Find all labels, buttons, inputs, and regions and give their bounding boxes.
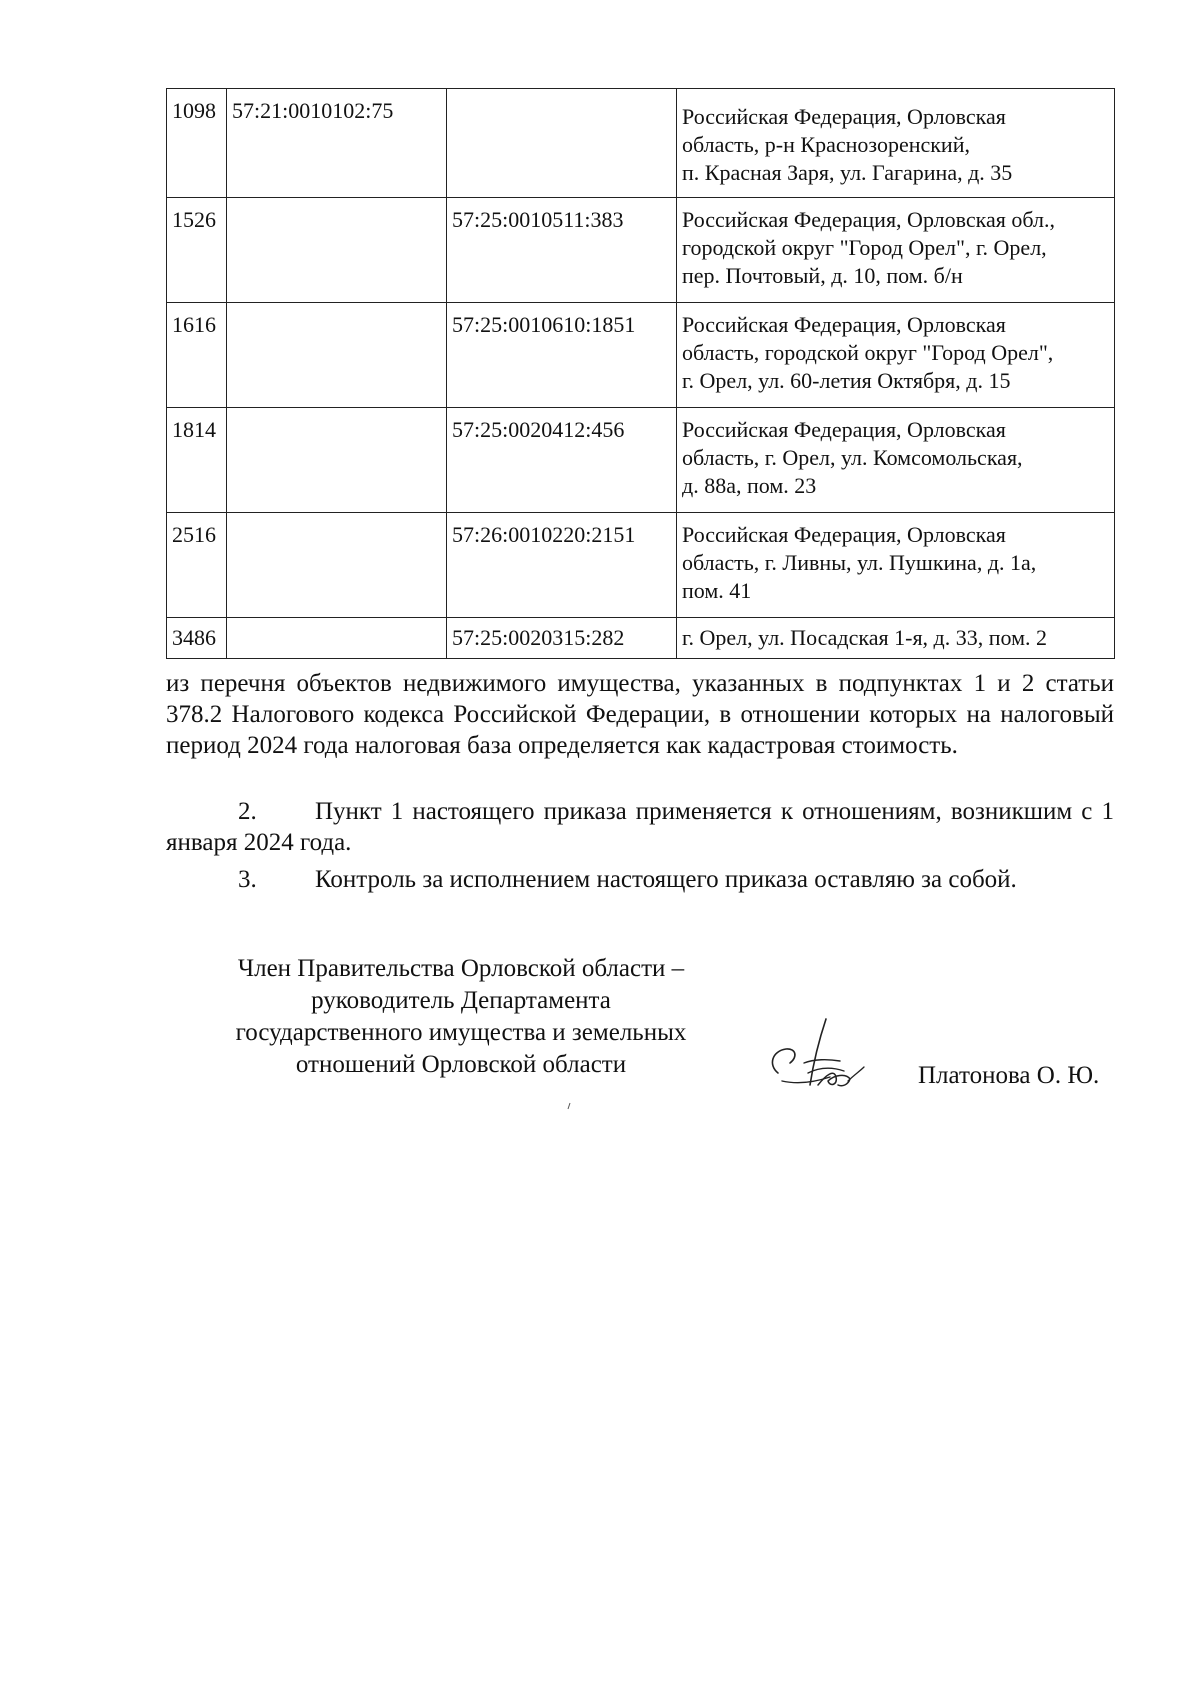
table-row bbox=[167, 513, 1115, 618]
table-row bbox=[167, 408, 1115, 513]
address-line: пом. 41 bbox=[682, 578, 752, 603]
item-number: 2. bbox=[238, 798, 257, 825]
row-number: 1526 bbox=[167, 198, 227, 303]
address-cell bbox=[677, 198, 1115, 303]
table-row bbox=[167, 303, 1115, 408]
cadastral-number-building: 57:25:0010511:383 bbox=[447, 198, 677, 303]
item-number: 3. bbox=[238, 866, 257, 893]
address-line: Российская Федерация, Орловская bbox=[682, 312, 1006, 337]
address-line: городской округ "Город Орел", г. Орел, bbox=[682, 235, 1047, 260]
table-row bbox=[167, 618, 1115, 659]
cadastral-number-building: 57:25:0020315:282 bbox=[447, 618, 677, 659]
row-number: 1098 bbox=[167, 89, 227, 198]
cadastral-number-land bbox=[227, 408, 447, 513]
cadastral-number-building: 57:25:0010610:1851 bbox=[447, 303, 677, 408]
address-line: область, р-н Краснозоренский, bbox=[682, 132, 970, 157]
address-line: Российская Федерация, Орловская обл., bbox=[682, 207, 1056, 232]
numbered-item-3 bbox=[166, 864, 1114, 895]
address-line: пер. Почтовый, д. 10, пом. б/н bbox=[682, 263, 963, 288]
row-number: 1616 bbox=[167, 303, 227, 408]
address-line: г. Орел, ул. 60-летия Октября, д. 15 bbox=[682, 368, 1011, 393]
address-line: д. 88а, пом. 23 bbox=[682, 473, 817, 498]
row-number: 2516 bbox=[167, 513, 227, 618]
address-cell bbox=[677, 89, 1115, 198]
item-text: Пункт 1 настоящего приказа применяется к отношениям, возникшим с 1 января 2024 года. bbox=[166, 798, 1114, 856]
address-cell bbox=[677, 408, 1115, 513]
row-number: 1814 bbox=[167, 408, 227, 513]
row-number: 3486 bbox=[167, 618, 227, 659]
numbered-item-2 bbox=[166, 796, 1114, 858]
address-cell bbox=[677, 303, 1115, 408]
address-line: Российская Федерация, Орловская bbox=[682, 104, 1006, 129]
position-line: Член Правительства Орловской области – bbox=[237, 955, 685, 982]
cadastral-number-land bbox=[227, 618, 447, 659]
position-line: государственного имущества и земельных bbox=[235, 1019, 687, 1046]
cadastral-number-land bbox=[227, 198, 447, 303]
property-table bbox=[166, 88, 1115, 659]
cadastral-number-land: 57:21:0010102:75 bbox=[227, 89, 447, 198]
address-cell bbox=[677, 618, 1115, 659]
address-line: область, г. Орел, ул. Комсомольская, bbox=[682, 445, 1023, 470]
body-paragraph: из перечня объектов недвижимого имущества, указанных в подпунктах 1 и 2 статьи 378.2 Налогового кодекса Российской Федерации, в отношении которых на налоговый период 2024 года налоговая база определяется как кадастровая стоимость. bbox=[166, 670, 1114, 759]
table-row bbox=[167, 89, 1115, 198]
position-line: отношений Орловской области bbox=[295, 1051, 627, 1078]
cadastral-number-land bbox=[227, 303, 447, 408]
cadastral-number-building: 57:26:0010220:2151 bbox=[447, 513, 677, 618]
address-line: п. Красная Заря, ул. Гагарина, д. 35 bbox=[682, 160, 1013, 185]
address-line: г. Орел, ул. Посадская 1-я, д. 33, пом. 2 bbox=[682, 625, 1048, 650]
address-line: Российская Федерация, Орловская bbox=[682, 417, 1006, 442]
signer-name: Платонова О. Ю. bbox=[918, 1062, 1100, 1089]
position-line: руководитель Департамента bbox=[311, 987, 611, 1014]
address-line: Российская Федерация, Орловская bbox=[682, 522, 1006, 547]
address-cell bbox=[677, 513, 1115, 618]
cadastral-number-land bbox=[227, 513, 447, 618]
signatory-position bbox=[196, 953, 726, 1081]
handwritten-signature bbox=[760, 1015, 880, 1105]
item-text: Контроль за исполнением настоящего приказа оставляю за собой. bbox=[315, 866, 1017, 893]
scan-speck bbox=[566, 1102, 572, 1110]
address-line: область, городской округ "Город Орел", bbox=[682, 340, 1054, 365]
cadastral-number-building: 57:25:0020412:456 bbox=[447, 408, 677, 513]
cadastral-number-building bbox=[447, 89, 677, 198]
table-row bbox=[167, 198, 1115, 303]
address-line: область, г. Ливны, ул. Пушкина, д. 1а, bbox=[682, 550, 1037, 575]
